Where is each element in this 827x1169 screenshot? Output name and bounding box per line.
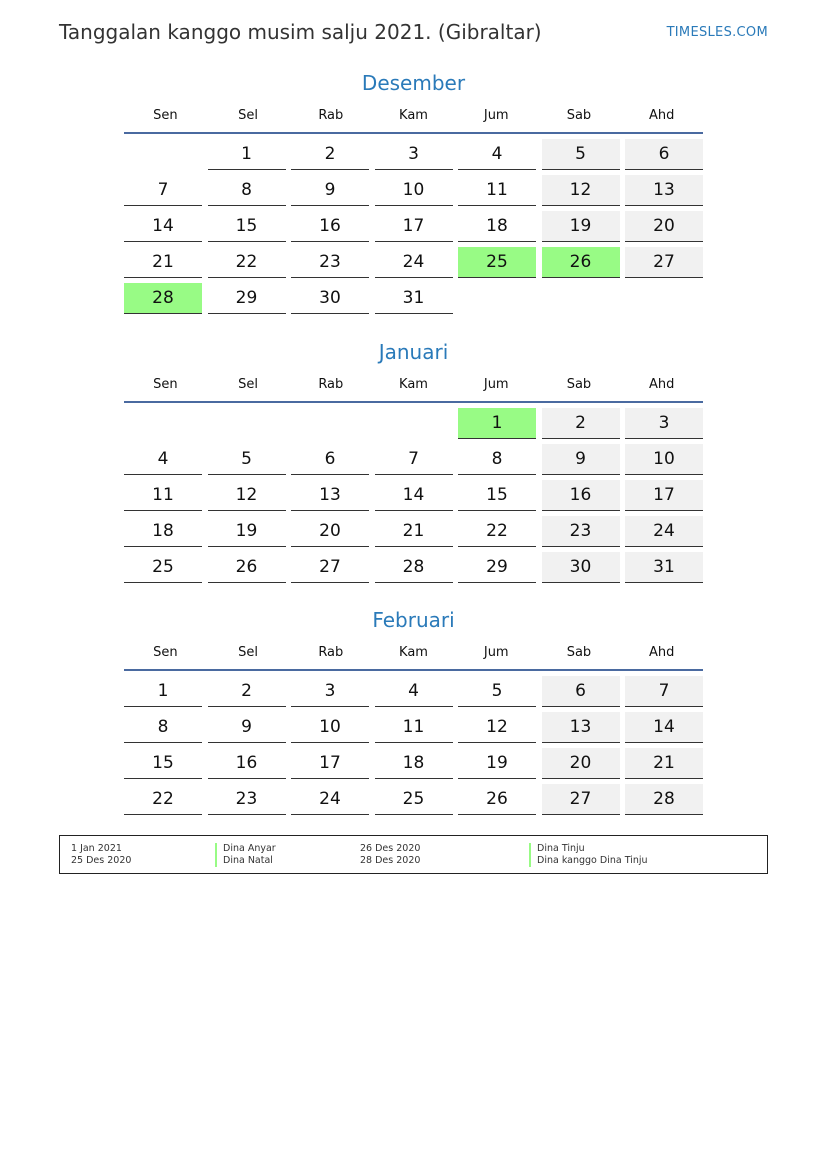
day-cell: 13: [291, 480, 369, 511]
legend-date: 25 Des 2020: [71, 855, 132, 866]
weekday-label: Kam: [399, 108, 428, 123]
day-cell: 16: [542, 480, 620, 511]
day-grid: [124, 139, 703, 314]
day-cell: 29: [458, 552, 536, 583]
day-cell: 3: [291, 676, 369, 707]
day-cell: 6: [291, 444, 369, 475]
day-cell: 13: [625, 175, 703, 206]
day-cell: 7: [375, 444, 453, 475]
month-title: Januari: [378, 340, 449, 364]
day-cell: 21: [375, 516, 453, 547]
day-cell: 6: [542, 676, 620, 707]
day-cell: 27: [625, 247, 703, 278]
day-cell: 16: [208, 748, 286, 779]
day-cell: 31: [375, 283, 453, 314]
day-cell: 26: [208, 552, 286, 583]
day-grid: [124, 676, 703, 815]
weekday-label: Sen: [153, 377, 178, 392]
weekday-label: Rab: [318, 645, 344, 660]
day-cell: 23: [208, 784, 286, 815]
day-cell: 6: [625, 139, 703, 170]
day-cell: 3: [375, 139, 453, 170]
day-cell: 28: [625, 784, 703, 815]
day-cell: 14: [625, 712, 703, 743]
day-cell: 20: [291, 516, 369, 547]
day-cell: 12: [458, 712, 536, 743]
month-januari: [124, 337, 703, 583]
day-cell: 5: [208, 444, 286, 475]
legend-date: 26 Des 2020: [360, 843, 421, 854]
day-cell: 4: [458, 139, 536, 170]
day-cell: 28: [124, 283, 202, 314]
weekday-label: Ahd: [648, 645, 675, 660]
day-cell: 22: [458, 516, 536, 547]
day-cell: 1: [208, 139, 286, 170]
weekday-header: [124, 104, 703, 134]
day-cell: 11: [375, 712, 453, 743]
empty-day-cell: [124, 408, 202, 439]
weekday-label: Kam: [399, 377, 428, 392]
holiday-marker: [529, 843, 531, 867]
day-cell: 4: [124, 444, 202, 475]
day-cell: 18: [124, 516, 202, 547]
weekday-label: Sab: [566, 377, 592, 392]
weekday-label: Sab: [566, 645, 592, 660]
holiday-legend: [59, 835, 768, 874]
day-cell: 11: [124, 480, 202, 511]
weekday-label: Sel: [238, 645, 259, 660]
day-cell: 20: [542, 748, 620, 779]
weekday-label: Jum: [483, 377, 509, 392]
month-title: Desember: [361, 71, 466, 95]
day-cell: 21: [625, 748, 703, 779]
weekday-label: Kam: [399, 645, 428, 660]
weekday-label: Jum: [483, 645, 509, 660]
day-cell: 4: [375, 676, 453, 707]
day-cell: 2: [291, 139, 369, 170]
day-cell: 9: [542, 444, 620, 475]
day-cell: 27: [542, 784, 620, 815]
legend-holiday-name: Dina Anyar: [223, 843, 276, 854]
day-cell: 25: [458, 247, 536, 278]
day-cell: 17: [625, 480, 703, 511]
holiday-marker: [215, 843, 217, 867]
day-cell: 25: [124, 552, 202, 583]
day-cell: 5: [542, 139, 620, 170]
day-cell: 2: [542, 408, 620, 439]
weekday-label: Sen: [153, 645, 178, 660]
day-cell: 10: [291, 712, 369, 743]
day-cell: 30: [542, 552, 620, 583]
page-title: Tanggalan kanggo musim salju 2021. (Gibraltar): [59, 20, 542, 44]
day-cell: 26: [542, 247, 620, 278]
weekday-label: Sel: [238, 108, 259, 123]
weekday-header: [124, 373, 703, 403]
weekday-header: [124, 641, 703, 671]
brand-link[interactable]: TIMESLES.COM: [666, 25, 768, 40]
day-cell: 15: [124, 748, 202, 779]
day-cell: 3: [625, 408, 703, 439]
month-desember: [124, 68, 703, 314]
month-title: Februari: [372, 608, 455, 632]
legend-date: 1 Jan 2021: [71, 843, 122, 854]
day-cell: 5: [458, 676, 536, 707]
weekday-label: Ahd: [648, 377, 675, 392]
day-cell: 10: [625, 444, 703, 475]
day-cell: 16: [291, 211, 369, 242]
empty-day-cell: [208, 408, 286, 439]
day-cell: 17: [291, 748, 369, 779]
weekday-label: Sel: [238, 377, 259, 392]
weekday-label: Jum: [483, 108, 509, 123]
day-cell: 15: [208, 211, 286, 242]
weekday-label: Sen: [153, 108, 178, 123]
empty-day-cell: [375, 408, 453, 439]
day-cell: 13: [542, 712, 620, 743]
month-februari: [124, 605, 703, 815]
legend-holiday-name: Dina kanggo Dina Tinju: [537, 855, 648, 866]
day-cell: 19: [458, 748, 536, 779]
weekday-label: Ahd: [648, 108, 675, 123]
day-cell: 12: [208, 480, 286, 511]
day-cell: 8: [458, 444, 536, 475]
day-cell: 25: [375, 784, 453, 815]
day-cell: 11: [458, 175, 536, 206]
day-cell: 7: [625, 676, 703, 707]
day-grid: [124, 408, 703, 583]
day-cell: 8: [208, 175, 286, 206]
day-cell: 28: [375, 552, 453, 583]
day-cell: 29: [208, 283, 286, 314]
day-cell: 19: [542, 211, 620, 242]
day-cell: 8: [124, 712, 202, 743]
day-cell: 22: [124, 784, 202, 815]
legend-holiday-name: Dina Natal: [223, 855, 273, 866]
day-cell: 9: [291, 175, 369, 206]
day-cell: 14: [124, 211, 202, 242]
day-cell: 1: [458, 408, 536, 439]
page-header: [59, 18, 768, 48]
day-cell: 14: [375, 480, 453, 511]
day-cell: 19: [208, 516, 286, 547]
day-cell: 18: [458, 211, 536, 242]
day-cell: 30: [291, 283, 369, 314]
day-cell: 21: [124, 247, 202, 278]
day-cell: 7: [124, 175, 202, 206]
day-cell: 10: [375, 175, 453, 206]
day-cell: 20: [625, 211, 703, 242]
empty-day-cell: [124, 139, 202, 170]
legend-date: 28 Des 2020: [360, 855, 421, 866]
day-cell: 22: [208, 247, 286, 278]
day-cell: 24: [375, 247, 453, 278]
day-cell: 2: [208, 676, 286, 707]
day-cell: 23: [542, 516, 620, 547]
day-cell: 9: [208, 712, 286, 743]
weekday-label: Rab: [318, 108, 344, 123]
day-cell: 27: [291, 552, 369, 583]
weekday-label: Sab: [566, 108, 592, 123]
day-cell: 15: [458, 480, 536, 511]
day-cell: 24: [291, 784, 369, 815]
day-cell: 31: [625, 552, 703, 583]
empty-day-cell: [291, 408, 369, 439]
weekday-label: Rab: [318, 377, 344, 392]
day-cell: 12: [542, 175, 620, 206]
day-cell: 26: [458, 784, 536, 815]
day-cell: 1: [124, 676, 202, 707]
day-cell: 17: [375, 211, 453, 242]
legend-holiday-name: Dina Tinju: [537, 843, 585, 854]
day-cell: 18: [375, 748, 453, 779]
day-cell: 23: [291, 247, 369, 278]
day-cell: 24: [625, 516, 703, 547]
